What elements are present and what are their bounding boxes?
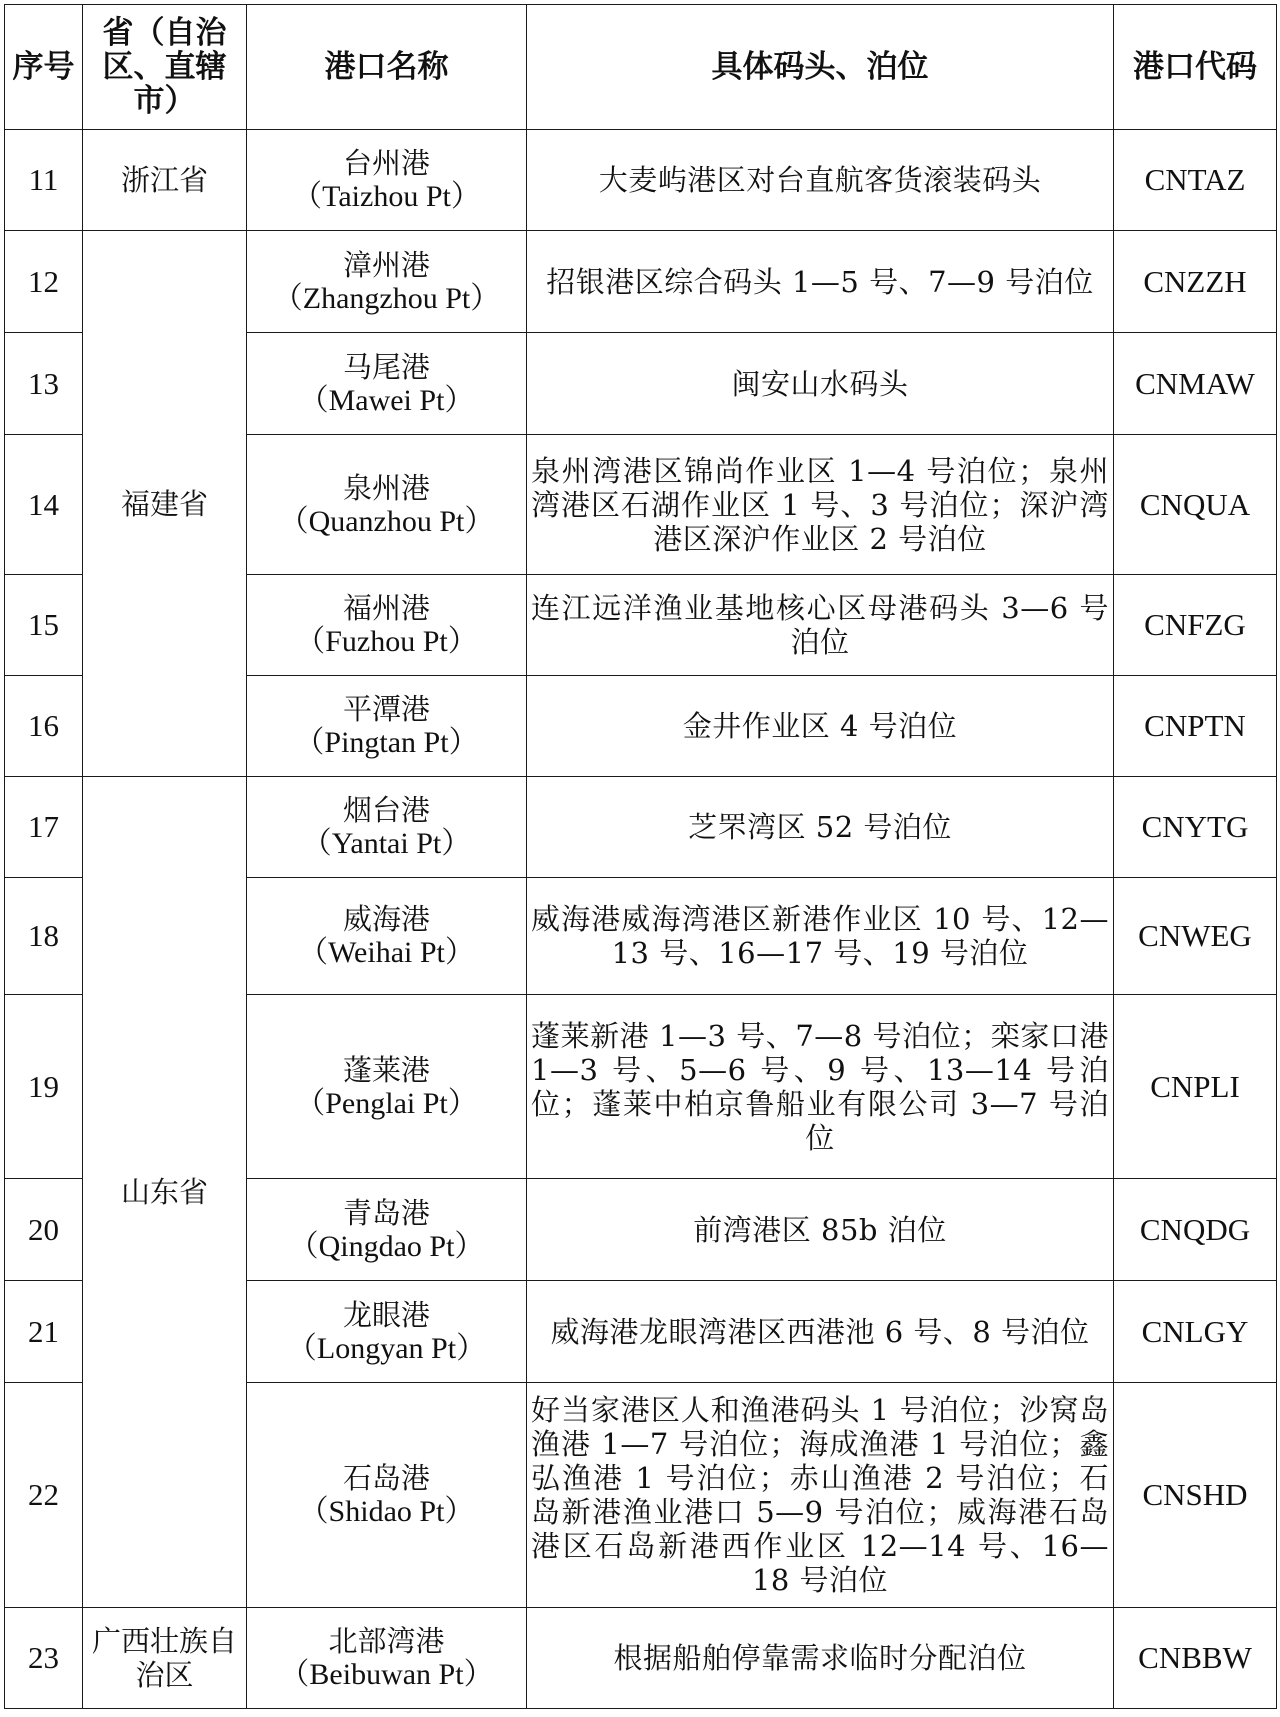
port-code-cell: CNZZH [1114, 231, 1277, 333]
header-port-code: 港口代码 [1114, 5, 1277, 130]
port-name-cell [247, 435, 527, 575]
port-name-cell [247, 333, 527, 435]
port-name-cell [247, 995, 527, 1179]
port-code-cell: CNPLI [1114, 995, 1277, 1179]
port-name-en: （Quanzhou Pt） [278, 504, 495, 538]
port-code-cell: CNLGY [1114, 1281, 1277, 1383]
province-cell: 广西壮族自治区 [83, 1608, 247, 1709]
row-seq: 14 [5, 435, 83, 575]
port-code-cell: CNWEG [1114, 878, 1277, 995]
port-code-cell: CNPTN [1114, 676, 1277, 777]
port-name-cell [247, 1281, 527, 1383]
port-name-en: （Taizhou Pt） [292, 180, 481, 213]
table-row [5, 777, 1277, 878]
berth-cell: 闽安山水码头 [527, 333, 1114, 435]
table-row [5, 1608, 1277, 1709]
berth-cell: 连江远洋渔业基地核心区母港码头 3—6 号泊位 [527, 575, 1114, 676]
berth-cell: 根据船舶停靠需求临时分配泊位 [527, 1608, 1114, 1709]
port-name-en: （Penglai Pt） [295, 1086, 478, 1120]
port-name-zh: 青岛港 [342, 1195, 430, 1230]
port-name-en: （Longyan Pt） [286, 1331, 487, 1365]
port-code-cell: CNMAW [1114, 333, 1277, 435]
port-name-zh: 泉州港 [342, 470, 430, 505]
row-seq: 12 [5, 231, 83, 333]
port-code-cell: CNQDG [1114, 1179, 1277, 1281]
port-name-en: （Pingtan Pt） [294, 726, 479, 759]
berth-cell: 威海港龙眼湾港区西港池 6 号、8 号泊位 [527, 1281, 1114, 1383]
row-seq: 16 [5, 676, 83, 777]
port-name-cell [247, 1608, 527, 1709]
port-name-cell [247, 878, 527, 995]
port-name-zh: 蓬莱港 [342, 1052, 430, 1087]
port-name-cell [247, 575, 527, 676]
port-name-cell [247, 130, 527, 231]
row-seq: 13 [5, 333, 83, 435]
port-name-cell [247, 676, 527, 777]
port-name-zh: 石岛港 [342, 1461, 430, 1495]
row-seq: 15 [5, 575, 83, 676]
port-name-en: （Beibuwan Pt） [279, 1658, 494, 1691]
port-name-en: （Mawei Pt） [298, 383, 475, 417]
port-table-page [4, 4, 1277, 1709]
table-row [5, 130, 1277, 231]
row-seq: 18 [5, 878, 83, 995]
port-name-zh: 北部湾港 [328, 1624, 445, 1658]
berth-cell: 泉州湾港区锦尚作业区 1—4 号泊位；泉州湾港区石湖作业区 1 号、3 号泊位；深沪湾港区深沪作业区 2 号泊位 [527, 435, 1114, 575]
province-cell: 山东省 [83, 777, 247, 1608]
header-province: 省（自治区、直辖市） [83, 5, 247, 130]
port-name-zh: 福州港 [342, 591, 430, 625]
row-seq: 11 [5, 130, 83, 231]
row-seq: 20 [5, 1179, 83, 1281]
port-name-zh: 台州港 [342, 146, 430, 180]
port-name-en: （Weihai Pt） [298, 936, 475, 969]
port-name-cell [247, 1179, 527, 1281]
port-name-zh: 龙眼港 [342, 1297, 430, 1332]
port-name-en: （Fuzhou Pt） [295, 625, 478, 658]
port-name-en: （Yantai Pt） [301, 827, 472, 860]
port-code-cell: CNQUA [1114, 435, 1277, 575]
berth-cell: 蓬莱新港 1—3 号、7—8 号泊位；栾家口港 1—3 号、5—6 号、9 号、13—14 号泊位；蓬莱中柏京鲁船业有限公司 3—7 号泊位 [527, 995, 1114, 1179]
berth-cell: 威海港威海湾港区新港作业区 10 号、12—13 号、16—17 号、19 号泊位 [527, 878, 1114, 995]
province-cell: 福建省 [83, 231, 247, 777]
port-berth-table [4, 4, 1277, 1709]
row-seq: 23 [5, 1608, 83, 1709]
port-code-cell: CNFZG [1114, 575, 1277, 676]
berth-cell: 招银港区综合码头 1—5 号、7—9 号泊位 [527, 231, 1114, 333]
port-name-cell [247, 231, 527, 333]
header-seq: 序号 [5, 5, 83, 130]
port-name-zh: 威海港 [342, 902, 430, 936]
table-row [5, 231, 1277, 333]
port-name-cell [247, 777, 527, 878]
province-cell: 浙江省 [83, 130, 247, 231]
berth-cell: 芝罘湾区 52 号泊位 [527, 777, 1114, 878]
port-name-en: （Zhangzhou Pt） [272, 281, 501, 315]
port-name-en: （Qingdao Pt） [288, 1229, 485, 1263]
header-berth: 具体码头、泊位 [527, 5, 1114, 130]
port-name-zh: 漳州港 [342, 247, 430, 282]
port-name-zh: 马尾港 [342, 349, 430, 384]
table-header-row [5, 5, 1277, 130]
berth-cell: 金井作业区 4 号泊位 [527, 676, 1114, 777]
row-seq: 21 [5, 1281, 83, 1383]
port-code-cell: CNSHD [1114, 1383, 1277, 1608]
row-seq: 22 [5, 1383, 83, 1608]
berth-cell: 大麦屿港区对台直航客货滚装码头 [527, 130, 1114, 231]
port-name-zh: 平潭港 [342, 692, 430, 726]
port-code-cell: CNBBW [1114, 1608, 1277, 1709]
port-name-zh: 烟台港 [342, 793, 430, 827]
header-port-name: 港口名称 [247, 5, 527, 130]
port-name-cell [247, 1383, 527, 1608]
berth-cell: 好当家港区人和渔港码头 1 号泊位；沙窝岛渔港 1—7 号泊位；海成渔港 1 号泊位；鑫弘渔港 1 号泊位；赤山渔港 2 号泊位；石岛新港渔业港口 5—9 号泊位；威海港石岛港区石岛新港西作业区 12—14 号、16—18 号泊位 [527, 1383, 1114, 1608]
berth-cell: 前湾港区 85b 泊位 [527, 1179, 1114, 1281]
row-seq: 19 [5, 995, 83, 1179]
port-code-cell: CNTAZ [1114, 130, 1277, 231]
port-code-cell: CNYTG [1114, 777, 1277, 878]
row-seq: 17 [5, 777, 83, 878]
port-name-en: （Shidao Pt） [298, 1495, 475, 1528]
